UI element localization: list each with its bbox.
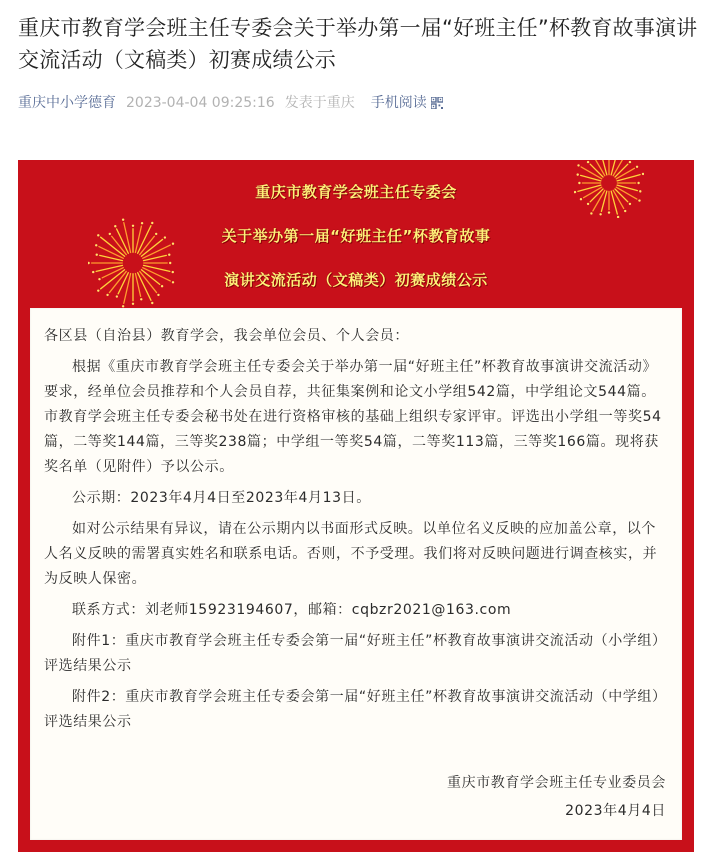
publish-location: 发表于重庆 bbox=[284, 95, 355, 111]
notice-period: 公示期：2023年4月4日至2023年4月13日。 bbox=[72, 490, 371, 506]
publish-time: 2023-04-04 09:25:16 bbox=[126, 95, 275, 111]
notice-signature: 重庆市教育学会班主任专业委员会 bbox=[447, 775, 666, 791]
notice-contact: 联系方式：刘老师15923194607，邮箱：cqbzr2021@163.com bbox=[72, 602, 512, 618]
notice-body bbox=[44, 324, 670, 735]
poster-headline-2: 关于举办第一届“好班主任”杯教育故事 bbox=[221, 227, 491, 245]
poster-headline-3: 演讲交流活动（文稿类）初赛成绩公示 bbox=[224, 271, 488, 289]
article-meta bbox=[18, 92, 443, 114]
notice-attachment-2: 附件2：重庆市教育学会班主任专委会第一届“好班主任”杯教育故事演讲交流活动（中学组）评选结果公示 bbox=[44, 689, 667, 730]
notice-attachment-1: 附件1：重庆市教育学会班主任专委会第一届“好班主任”杯教育故事演讲交流活动（小学组）评选结果公示 bbox=[44, 633, 667, 674]
notice-poster bbox=[18, 160, 694, 852]
notice-salutation: 各区县（自治县）教育学会，我会单位会员、个人会员： bbox=[44, 328, 409, 344]
qr-code-icon[interactable] bbox=[431, 97, 443, 109]
poster-headline-1: 重庆市教育学会班主任专委会 bbox=[255, 183, 457, 201]
notice-paragraph-2: 如对公示结果有异议，请在公示期内以书面形式反映。以单位名义反映的应加盖公章，以个人名义反映的需署真实姓名和联系电话。否则，不予受理。我们将对反映问题进行调查核实，并为反映人保密。 bbox=[44, 521, 658, 587]
account-name-link[interactable]: 重庆中小学德育 bbox=[18, 95, 116, 111]
notice-paragraph-1: 根据《重庆市教育学会班主任专委会关于举办第一届“好班主任”杯教育故事演讲交流活动》要求，经单位会员推荐和个人会员自荐，共征集案例和论文小学组542篇，中学组论文544篇。市教育学会班主任专委会秘书处在进行资格审核的基础上组织专家评审。评选出小学组一等奖54篇，二等奖144篇，三等奖238篇；中学组一等奖54篇，二等奖113篇，三等奖166篇。现将获奖名单（见附件）予以公示。 bbox=[44, 359, 662, 475]
mobile-read-link[interactable]: 手机阅读 bbox=[370, 95, 427, 111]
notice-date: 2023年4月4日 bbox=[565, 803, 666, 819]
article-title: 重庆市教育学会班主任专委会关于举办第一届“好班主任”杯教育故事演讲交流活动（文稿类）初赛成绩公示 bbox=[18, 16, 698, 72]
